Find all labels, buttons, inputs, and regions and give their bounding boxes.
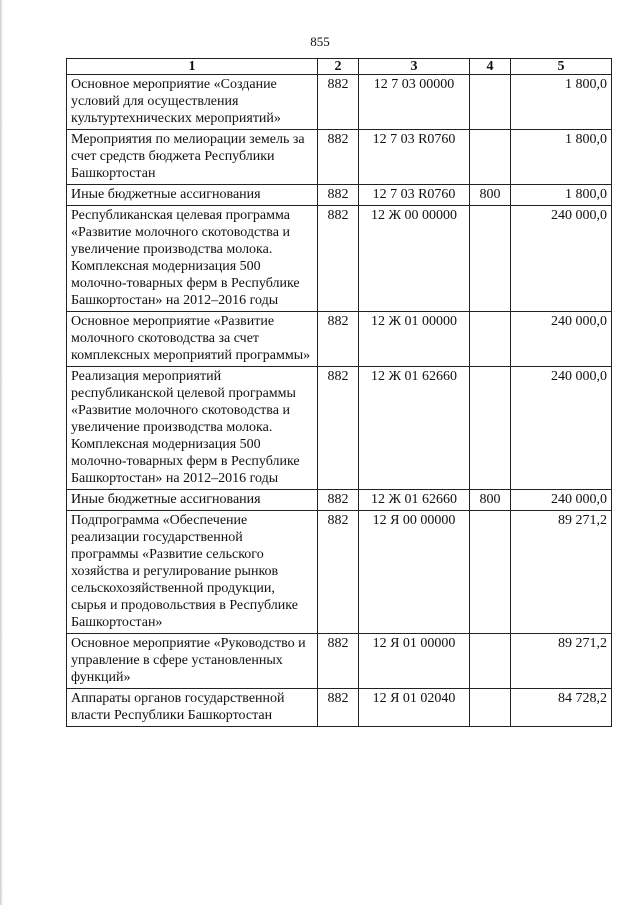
header-col-2: 2 bbox=[318, 59, 359, 75]
table-row bbox=[67, 312, 612, 367]
row-target-article: 12 7 03 R0760 bbox=[359, 130, 470, 185]
row-target-article: 12 Ж 00 00000 bbox=[359, 206, 470, 312]
row-target-article: 12 7 03 00000 bbox=[359, 75, 470, 130]
row-name: Подпрограмма «Обеспечение реализации государственной программы «Развитие сельского хозяйства и регулирование рынков сельскохозяйственной продукции, сырья и продовольствия в Республике Башкортостан» bbox=[67, 511, 318, 634]
row-amount: 240 000,0 bbox=[511, 367, 612, 490]
row-ministry-code: 882 bbox=[318, 206, 359, 312]
row-target-article: 12 Ж 01 62660 bbox=[359, 367, 470, 490]
row-expense-type bbox=[470, 312, 511, 367]
table-row bbox=[67, 185, 612, 206]
row-name: Основное мероприятие «Развитие молочного скотоводства за счет комплексных мероприятий программы» bbox=[67, 312, 318, 367]
row-ministry-code: 882 bbox=[318, 312, 359, 367]
row-name: Аппараты органов государственной власти Республики Башкортостан bbox=[67, 689, 318, 727]
row-target-article: 12 Я 00 00000 bbox=[359, 511, 470, 634]
header-col-1: 1 bbox=[67, 59, 318, 75]
row-ministry-code: 882 bbox=[318, 689, 359, 727]
row-amount: 240 000,0 bbox=[511, 206, 612, 312]
row-ministry-code: 882 bbox=[318, 490, 359, 511]
row-target-article: 12 Я 01 02040 bbox=[359, 689, 470, 727]
header-col-4: 4 bbox=[470, 59, 511, 75]
row-name: Основное мероприятие «Создание условий для осуществления культуртехнических мероприятий» bbox=[67, 75, 318, 130]
row-target-article: 12 7 03 R0760 bbox=[359, 185, 470, 206]
row-ministry-code: 882 bbox=[318, 634, 359, 689]
table-header-row bbox=[67, 59, 612, 75]
row-expense-type bbox=[470, 511, 511, 634]
row-name: Основное мероприятие «Руководство и управление в сфере установленных функций» bbox=[67, 634, 318, 689]
table-row bbox=[67, 689, 612, 727]
table-row bbox=[67, 206, 612, 312]
row-expense-type: 800 bbox=[470, 490, 511, 511]
row-amount: 1 800,0 bbox=[511, 130, 612, 185]
row-target-article: 12 Ж 01 62660 bbox=[359, 490, 470, 511]
row-ministry-code: 882 bbox=[318, 511, 359, 634]
table-row bbox=[67, 367, 612, 490]
page-number: 855 bbox=[310, 34, 330, 49]
row-expense-type bbox=[470, 206, 511, 312]
table-row bbox=[67, 130, 612, 185]
row-amount: 240 000,0 bbox=[511, 490, 612, 511]
row-ministry-code: 882 bbox=[318, 367, 359, 490]
row-ministry-code: 882 bbox=[318, 185, 359, 206]
row-expense-type bbox=[470, 75, 511, 130]
header-col-5: 5 bbox=[511, 59, 612, 75]
row-amount: 89 271,2 bbox=[511, 634, 612, 689]
scan-edge-shadow bbox=[0, 0, 3, 905]
header-col-3: 3 bbox=[359, 59, 470, 75]
row-name: Иные бюджетные ассигнования bbox=[67, 490, 318, 511]
row-expense-type bbox=[470, 634, 511, 689]
table-row bbox=[67, 634, 612, 689]
row-name: Республиканская целевая программа «Развитие молочного скотоводства и увеличение производства молока. Комплексная модернизация 500 молочно-товарных ферм в Республике Башкортостан» на 2012–2016 годы bbox=[67, 206, 318, 312]
row-amount: 89 271,2 bbox=[511, 511, 612, 634]
row-target-article: 12 Я 01 00000 bbox=[359, 634, 470, 689]
row-name: Мероприятия по мелиорации земель за счет средств бюджета Республики Башкортостан bbox=[67, 130, 318, 185]
row-name: Реализация мероприятий республиканской целевой программы «Развитие молочного скотоводства и увеличение производства молока. Комплексная модернизация 500 молочно-товарных ферм в Республике Башкортостан» на 2012–2016 годы bbox=[67, 367, 318, 490]
row-amount: 1 800,0 bbox=[511, 75, 612, 130]
row-amount: 1 800,0 bbox=[511, 185, 612, 206]
table-row bbox=[67, 75, 612, 130]
row-expense-type bbox=[470, 130, 511, 185]
row-target-article: 12 Ж 01 00000 bbox=[359, 312, 470, 367]
row-name: Иные бюджетные ассигнования bbox=[67, 185, 318, 206]
row-ministry-code: 882 bbox=[318, 130, 359, 185]
row-amount: 240 000,0 bbox=[511, 312, 612, 367]
row-expense-type bbox=[470, 689, 511, 727]
row-expense-type bbox=[470, 367, 511, 490]
row-ministry-code: 882 bbox=[318, 75, 359, 130]
row-amount: 84 728,2 bbox=[511, 689, 612, 727]
row-expense-type: 800 bbox=[470, 185, 511, 206]
table-row bbox=[67, 490, 612, 511]
budget-table bbox=[66, 58, 612, 727]
table-row bbox=[67, 511, 612, 634]
